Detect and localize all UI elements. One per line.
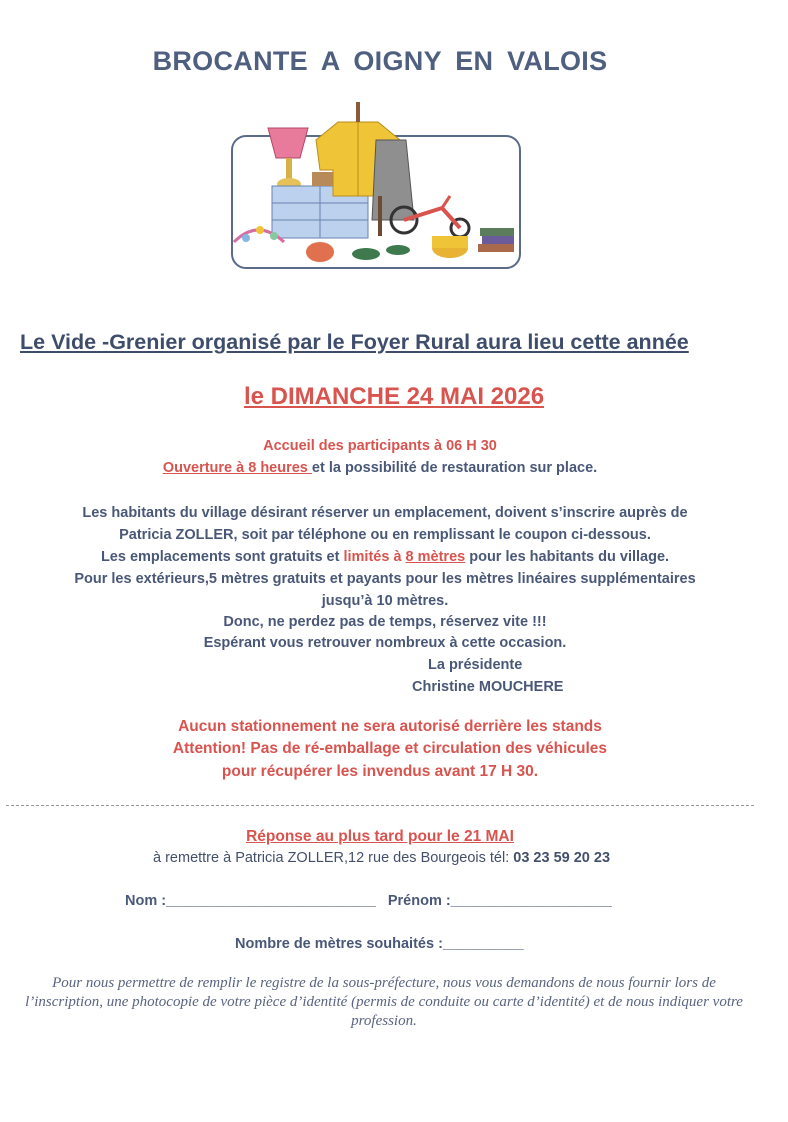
body-text: pour les habitants du village. [465, 549, 670, 565]
body-line: Espérant vous retrouver nombreux à cette occasion. [203, 635, 567, 651]
prenom-label: Prénom : [387, 893, 451, 909]
page-title: BROCANTE A OIGNY EN VALOIS [152, 46, 608, 76]
event-intro-text: Le Vide -Grenier organisé par le Foyer Rural aura lieu cette année [20, 330, 689, 354]
body-line: Les habitants du village désirant réserver un emplacement, doivent s’inscrire auprès de [82, 505, 688, 521]
phone-number: 03 23 59 20 23 [513, 850, 611, 866]
reply-address [153, 850, 610, 866]
flea-market-illustration [228, 100, 524, 272]
event-date [0, 383, 788, 411]
signature-name: Christine MOUCHERE [412, 679, 564, 695]
warning-line: Attention! Pas de ré-emballage et circulation des véhicules [172, 740, 608, 757]
reply-deadline: Réponse au plus tard pour le 21 MAI [246, 828, 514, 845]
opening-time-rest: et la possibilité de restauration sur place. [311, 460, 598, 476]
body-line: Donc, ne perdez pas de temps, réservez vite !!! [223, 614, 547, 630]
signature-role: La présidente [428, 657, 523, 673]
metres-label: Nombre de mètres souhaités : [235, 936, 443, 952]
prenom-field[interactable]: ____________________ [450, 893, 612, 909]
body-line: Pour les extérieurs,5 mètres gratuits et payants pour les mètres linéaires supplémentaires [74, 571, 696, 587]
nom-label: Nom : [125, 893, 167, 909]
name-row [125, 893, 612, 909]
welcome-time: Accueil des participants à 06 H 30 [263, 438, 497, 454]
reply-address-text: à remettre à Patricia ZOLLER,12 rue des Bourgeois tél: [153, 850, 514, 866]
event-date-text: le DIMANCHE 24 MAI 2026 [243, 383, 545, 410]
id-requirement-note: Pour nous permettre de remplir le registre de la sous-préfecture, nous vous demandons de nous fournir lors de l’inscription, une photocopie de votre pièce d’identité (permis de conduite ou carte d’identité) et de nous indiquer votre profession. [25, 975, 743, 1029]
opening-time [0, 458, 760, 479]
body-line [20, 547, 750, 568]
event-intro [20, 330, 750, 355]
warning-line: Aucun stationnement ne sera autorisé derrière les stands [178, 718, 602, 735]
metres-field[interactable]: __________ [442, 936, 524, 952]
body-text: Les emplacements sont gratuits et [100, 549, 344, 565]
limit-text: limités à [343, 549, 406, 565]
limit-meters: 8 mètres [405, 549, 466, 565]
coupon-separator [6, 805, 754, 806]
body-line: jusqu’à 10 mètres. [321, 593, 449, 609]
body-line: Patricia ZOLLER, soit par téléphone ou en remplissant le coupon ci-dessous. [119, 527, 651, 543]
warning-line: pour récupérer les invendus avant 17 H 30. [221, 763, 539, 780]
nom-field[interactable]: __________________________ [166, 893, 376, 909]
opening-time-label: Ouverture à 8 heures [162, 460, 312, 476]
meters-row [235, 936, 524, 952]
